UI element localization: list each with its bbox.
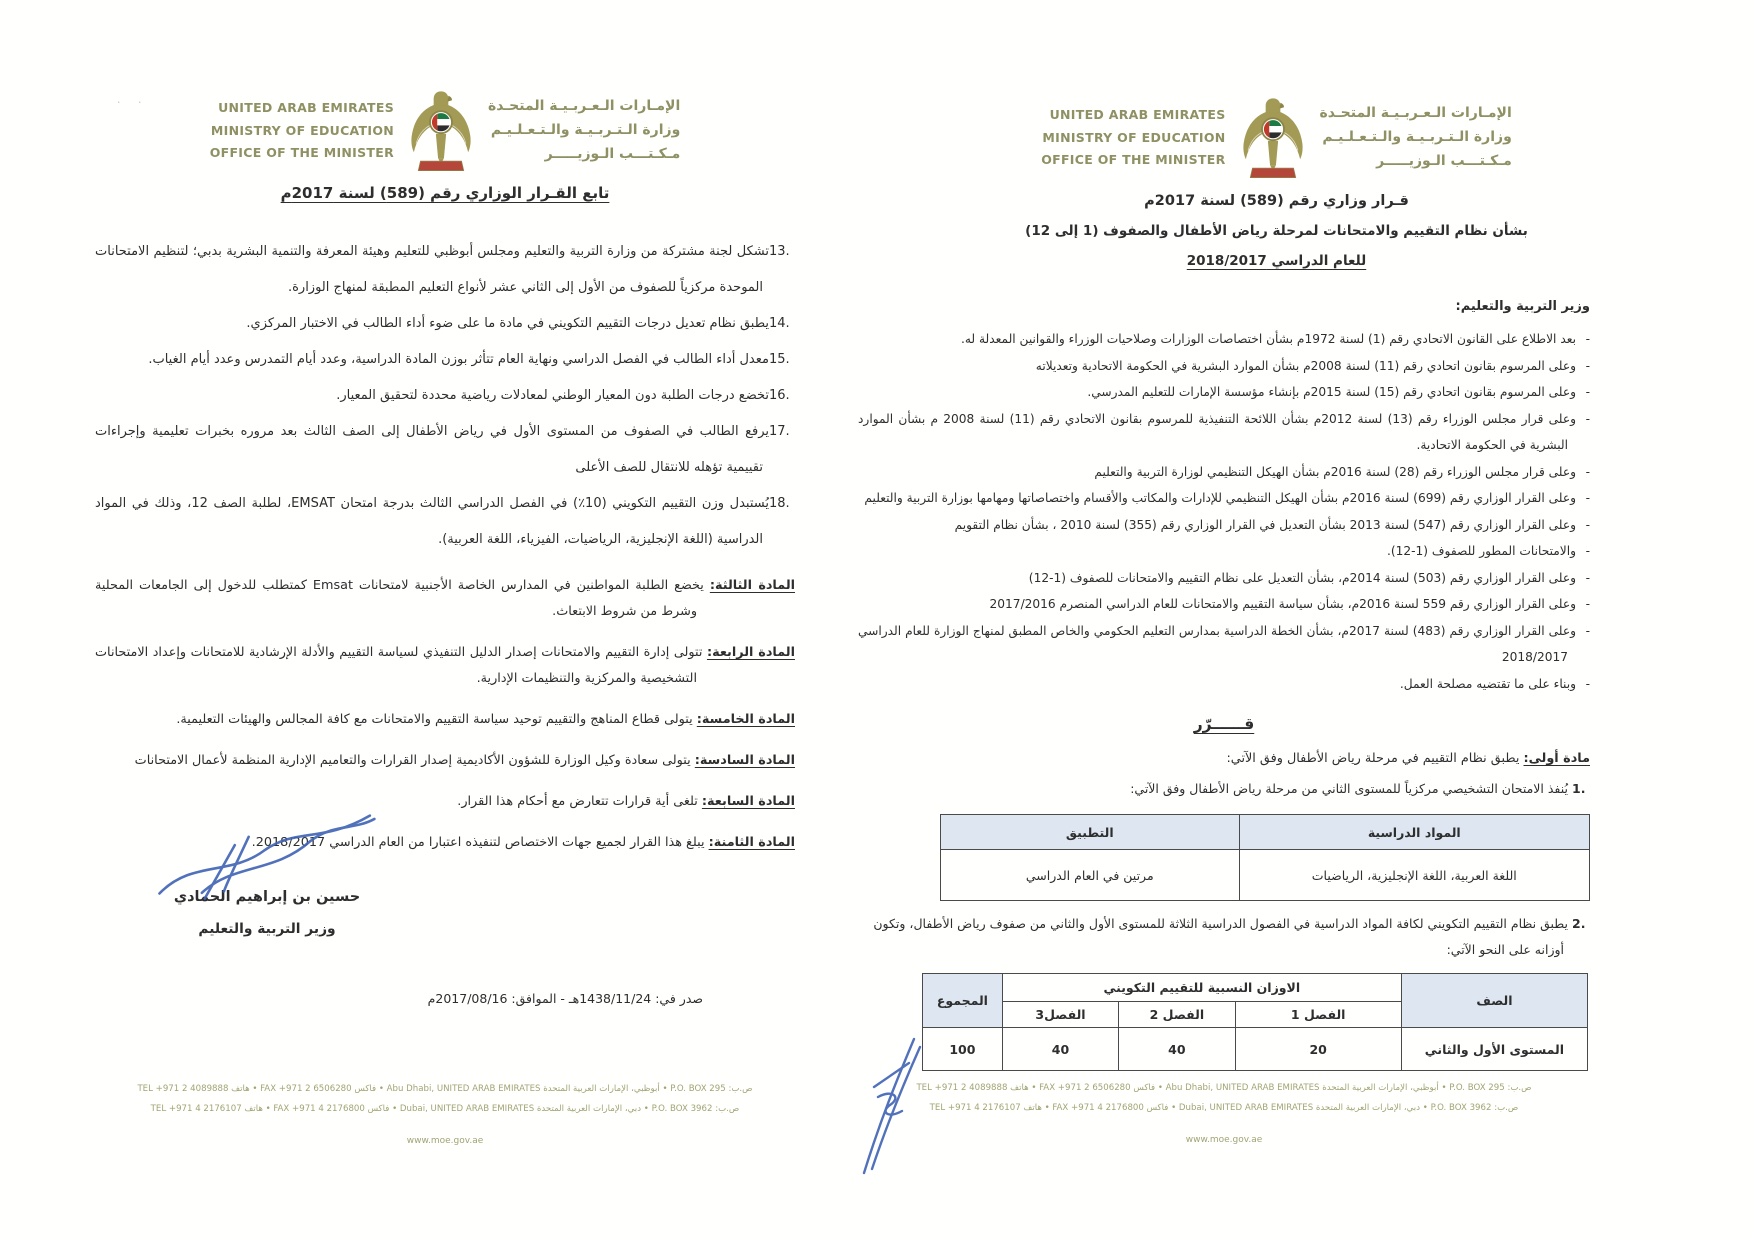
dash-marker: -: [1585, 385, 1590, 399]
clause-2: [858, 911, 1590, 963]
ministry-en-line: UNITED ARAB EMIRATES: [1049, 107, 1226, 123]
article-text: يبلغ هذا القرار لجميع جهات الاختصاص لتنفيذه اعتبارا من العام الدراسي 2018/2017.: [251, 835, 705, 850]
ministry-header: [963, 95, 1590, 181]
table-header-cell: التطبيق: [941, 815, 1240, 850]
diagnostic-exam-table: [940, 814, 1590, 901]
table-cell: 40: [1002, 1028, 1118, 1071]
item-text: تخضع درجات الطلبة دون المعيار الوطني لمعادلات رياضية محددة لتحقيق المعيار.: [336, 388, 769, 403]
table-group-header-cell: الاوزان النسبية للتقييم التكويني: [1002, 974, 1401, 1002]
ministry-ar-line: وزارة الـتـربـيـة والـتـعـلـيـم: [1322, 129, 1512, 146]
table-cell: 100: [923, 1028, 1003, 1071]
table-header-cell: الفصل3: [1002, 1002, 1118, 1028]
decision-word: قــــــرّر: [1193, 715, 1255, 733]
item-text: تشكل لجنة مشتركة من وزارة التربية والتعليم ومجلس أبوظبي للتعليم وهيئة المعرفة والتنمية البشرية بدبي؛ لتنظيم الامتحانات الموحدة مركزياً للصفوف من الأول إلى الثاني عشر لأنواع التعليم المطبقة لمنهاج الوزارة.: [95, 244, 769, 295]
ministry-en-line: MINISTRY OF EDUCATION: [210, 122, 395, 138]
item-text: معدل أداء الطالب في الفصل الدراسي ونهاية العام تتأثر بوزن المادة الدراسية، وعدد أيام التمدرس وعدد أيام الغياب.: [148, 352, 769, 367]
dash-marker: -: [1585, 332, 1590, 346]
dash-marker: -: [1585, 411, 1590, 426]
ministry-ar-line: الإمـارات الـعـربـيـة المتحـدة: [488, 98, 681, 115]
article: [95, 707, 795, 733]
footer-line: ص.ب: P.O. BOX 295 • أبوظبي، الإمارات العربية المتحدة Abu Dhabi, UNITED ARAB EMIRATES • فاكس FAX +971 2 6506280 • هاتف TEL +971 2 4089888: [137, 1084, 753, 1095]
article-label: مادة أولى:: [1523, 751, 1590, 766]
website-url: www.moe.gov.ae: [406, 1136, 484, 1146]
decree-items-list: [95, 234, 795, 856]
table-header-row: [923, 974, 1588, 1002]
preamble-item: [858, 512, 1590, 539]
article: [95, 789, 795, 815]
preamble-text: وبناء على ما تقتضيه مصلحة العمل.: [1399, 676, 1576, 691]
item-number: 15.: [769, 352, 790, 367]
decree-subject: بشأن نظام التقييم والامتحانات لمرحلة رياض الأطفال والصفوف (1 إلى 12): [1025, 223, 1528, 239]
table-row: [941, 850, 1590, 901]
ministry-ar-line: مـكـتـــب الـوزيـــــر: [1376, 152, 1512, 169]
preamble-item: [858, 353, 1590, 380]
article-label: المادة الثامنة:: [708, 835, 795, 850]
footer-line: ص.ب: P.O. BOX 3962 • دبي، الإمارات العربية المتحدة Dubai, UNITED ARAB EMIRATES • فاكس FAX +971 4 2176800 • هاتف TEL +971 4 2176107: [150, 1104, 740, 1115]
table-header-cell: المواد الدراسية: [1239, 815, 1589, 850]
page-footer: [798, 1079, 1650, 1119]
website-url: www.moe.gov.ae: [1185, 1135, 1263, 1145]
preamble-text: بعد الاطلاع على القانون الاتحادي رقم (1) لسنة 1972م بشأن اختصاصات الوزارات وصلاحيات الوزراء والقوانين المعدلة له.: [961, 332, 1576, 346]
table-cell: المستوى الأول والثاني: [1401, 1028, 1587, 1071]
clause-text: يطبق نظام التقييم التكويني لكافة المواد الدراسية في الفصول الدراسية الثلاثة للمستوى الأول والثاني من صفوف رياض الأطفال، وتكون أوزانه على النحو الآتي:: [873, 916, 1569, 957]
dash-marker: -: [1585, 676, 1590, 691]
dash-marker: -: [1585, 464, 1590, 479]
clause-text: يُنفذ الامتحان التشخيصي مركزياً للمستوى الثاني من مرحلة رياض الأطفال وفق الآتي:: [1130, 781, 1569, 796]
footer-line: ص.ب: P.O. BOX 295 • أبوظبي، الإمارات العربية المتحدة Abu Dhabi, UNITED ARAB EMIRATES • فاكس FAX +971 2 6506280 • هاتف TEL +971 2 4089888: [916, 1083, 1532, 1094]
issue-date: صدر في: 1438/11/24هـ - الموافق: 2017/08/16م: [427, 991, 703, 1006]
uae-falcon-emblem-icon: [1240, 95, 1306, 181]
academic-year: للعام الدراسي 2018/2017: [1186, 253, 1367, 269]
article-label: المادة السادسة:: [694, 753, 795, 768]
dash-marker: -: [1585, 597, 1590, 611]
page-footer: [35, 1080, 855, 1120]
preamble-item: [858, 379, 1590, 406]
scan-artifact: · ·: [117, 96, 149, 109]
article-text: يتولى سعادة وكيل الوزارة للشؤون الأكاديمية إصدار القرارات والتعاميم الإدارية المنظمة لأعمال الامتحانات: [134, 753, 691, 768]
ministry-name-arabic: [1320, 102, 1512, 173]
preamble-text: وعلى القرار الوزاري رقم (699) لسنة 2016م بشأن الهيكل التنظيمي للإدارات والمكاتب والأقسام واختصاصاتها ومهامها بوزارة التربية والتعليم: [864, 491, 1576, 505]
preamble-item: [858, 326, 1590, 353]
formative-weights-table: [922, 973, 1588, 1071]
dash-marker: -: [1585, 491, 1590, 505]
preamble-item: [858, 485, 1590, 512]
salutation: وزير التربية والتعليم:: [1455, 299, 1590, 314]
ministry-en-line: MINISTRY OF EDUCATION: [1042, 129, 1226, 145]
ministry-name-english: [1041, 104, 1225, 172]
table-row: [923, 1028, 1588, 1071]
preamble-list: [858, 326, 1590, 697]
preamble-item: [858, 565, 1590, 592]
decree-item: [95, 486, 795, 558]
item-number: 13.: [769, 244, 790, 259]
decree-title: قـرار وزاري رقم (589) لسنة 2017م: [1144, 193, 1409, 209]
article-text: تتولى إدارة التقييم والامتحانات إصدار الدليل التنفيذي لسياسة التقييم والأدلة الإرشادية للامتحانات وإعداد الامتحانات التشخيصية والمركزية والتنظيمات الإدارية.: [95, 645, 703, 686]
decree-item: [95, 234, 795, 306]
page-left: [95, 88, 795, 1176]
item-text: يرفع الطالب في الصفوف من المستوى الأول في رياض الأطفال إلى الصف الثالث بعد مروره بخبرات تعليمية وإجراءات تقييمية تؤهله للانتقال للصف الأعلى: [95, 424, 769, 475]
article: [95, 748, 795, 774]
page-title: تابع القـرار الوزاري رقم (589) لسنة 2017م: [280, 184, 610, 202]
article-one: [858, 751, 1590, 766]
table-cell: 40: [1119, 1028, 1235, 1071]
table-cell: اللغة العربية، اللغة الإنجليزية، الرياضيات: [1239, 850, 1589, 901]
dash-marker: -: [1585, 623, 1590, 638]
ministry-ar-line: وزارة الـتـربـيـة والـتـعـلـيـم: [490, 122, 681, 139]
preamble-item: [858, 671, 1590, 698]
ministry-en-line: OFFICE OF THE MINISTER: [209, 145, 395, 161]
signature-block: [147, 821, 387, 937]
item-number: 14.: [769, 316, 790, 331]
preamble-item: [858, 538, 1590, 565]
clause-1: [858, 776, 1590, 802]
ministry-en-line: UNITED ARAB EMIRATES: [218, 100, 395, 116]
item-text: يُستبدل وزن التقييم التكويني (10٪) في الفصل الدراسي الثالث بدرجة امتحان EMSAT، لطلبة الصف 12، وذلك في المواد الدراسية (اللغة الإنجليزية، الرياضيات، الفيزياء، اللغة العربية).: [95, 496, 769, 547]
decree-item: [95, 342, 795, 378]
clause-number: 1.: [1572, 781, 1586, 796]
ministry-name-arabic: [488, 95, 680, 166]
article: [95, 573, 795, 625]
article-label: المادة الخامسة:: [696, 712, 795, 727]
article-text: تلغى أية قرارات تتعارض مع أحكام هذا القرار.: [457, 794, 698, 809]
table-header-row: [941, 815, 1590, 850]
item-number: 17.: [769, 424, 790, 439]
preamble-text: وعلى المرسوم بقانون اتحادي رقم (15) لسنة 2015م بإنشاء مؤسسة الإمارات للتعليم المدرسي.: [1087, 385, 1576, 399]
table-header-cell: الفصل 2: [1119, 1002, 1235, 1028]
dash-marker: -: [1585, 570, 1590, 585]
decree-item: [95, 378, 795, 414]
decree-item: [95, 306, 795, 342]
decree-item: [95, 414, 795, 486]
table-cell: 20: [1235, 1028, 1401, 1071]
table-header-cell: المجموع: [923, 974, 1003, 1028]
clause-number: 2.: [1572, 916, 1586, 931]
table-cell: مرتين في العام الدراسي: [941, 850, 1240, 901]
article-label: المادة السابعة:: [701, 794, 795, 809]
dash-marker: -: [1585, 517, 1590, 532]
item-number: 16.: [769, 388, 790, 403]
article-text: يخضع الطلبة المواطنين في المدارس الخاصة الأجنبية لامتحانات Emsat كمتطلب للدخول إلى الجامعات المحلية وشرط من شروط الابتعاث.: [95, 578, 704, 619]
dash-marker: -: [1585, 358, 1590, 373]
preamble-text: وعلى القرار الوزاري رقم (547) لسنة 2013 بشأن التعديل في القرار الوزاري رقم (355) لسنة 2010 ، بشأن نظام التقويم: [954, 517, 1576, 532]
preamble-item: [858, 406, 1590, 459]
preamble-item: [858, 618, 1590, 671]
ministry-en-line: OFFICE OF THE MINISTER: [1041, 152, 1226, 168]
article-label: المادة الثالثة:: [709, 578, 796, 593]
signatory-name: حسين بن إبراهيم الحمادي: [173, 889, 361, 905]
page-right: [858, 95, 1590, 1175]
ministry-ar-line: الإمـارات الـعـربـيـة المتحـدة: [1319, 105, 1512, 122]
signatory-title: وزير التربية والتعليم: [198, 921, 336, 937]
preamble-text: وعلى القرار الوزاري رقم (503) لسنة 2014م، بشأن التعديل على نظام التقييم والامتحانات للصفوف (1-12): [1028, 570, 1576, 585]
uae-falcon-emblem-icon: [408, 88, 474, 174]
preamble-item: [858, 591, 1590, 618]
item-text: يطبق نظام تعديل درجات التقييم التكويني في مادة ما على ضوء أداء الطالب في الاختبار المركزي.: [246, 316, 769, 331]
preamble-text: وعلى قرار مجلس الوزراء رقم (13) لسنة 2012م بشأن اللائحة التنفيذية للمرسوم بقانون الاتحادي رقم (11) لسنة 2008 م بشأن الموارد البشرية في الحكومة الاتحادية.: [858, 411, 1576, 452]
ministry-name-english: [210, 97, 394, 165]
ministry-header: [95, 88, 795, 174]
preamble-text: وعلى القرار الوزاري رقم (483) لسنة 2017م، بشأن الخطة الدراسية بمدارس التعليم الحكومي والخاص المطبق لمنهاج الوزارة للعام الدراسي 2018/2017: [858, 623, 1576, 664]
preamble-text: وعلى قرار مجلس الوزراء رقم (28) لسنة 2016م بشأن الهيكل التنظيمي لوزارة التربية والتعليم: [1094, 464, 1576, 479]
preamble-text: وعلى المرسوم بقانون اتحادي رقم (11) لسنة 2008م بشأن الموارد البشرية في الحكومة الاتحادية وتعديلاته: [1035, 358, 1576, 373]
item-number: 18.: [769, 496, 790, 511]
article-text: يتولى قطاع المناهج والتقييم توحيد سياسة التقييم والامتحانات مع كافة المجالس والهيئات التعليمية.: [176, 712, 693, 727]
table-header-cell: الصف: [1401, 974, 1587, 1028]
preamble-item: [858, 459, 1590, 486]
article-text: يطبق نظام التقييم في مرحلة رياض الأطفال وفق الآتي:: [1226, 751, 1520, 766]
table-header-cell: الفصل 1: [1235, 1002, 1401, 1028]
preamble-text: والامتحانات المطور للصفوف (1-12).: [1386, 544, 1576, 558]
article-label: المادة الرابعة:: [706, 645, 795, 660]
ministry-ar-line: مـكـتـــب الـوزيـــــر: [544, 145, 681, 162]
article: [95, 640, 795, 692]
preamble-text: وعلى القرار الوزاري رقم 559 لسنة 2016م، بشأن سياسة التقييم والامتحانات للعام الدراسي المنصرم 2017/2016: [989, 597, 1576, 611]
footer-line: ص.ب: P.O. BOX 3962 • دبي، الإمارات العربية المتحدة Dubai, UNITED ARAB EMIRATES • فاكس FAX +971 4 2176800 • هاتف TEL +971 4 2176107: [929, 1103, 1519, 1114]
dash-marker: -: [1585, 544, 1590, 558]
